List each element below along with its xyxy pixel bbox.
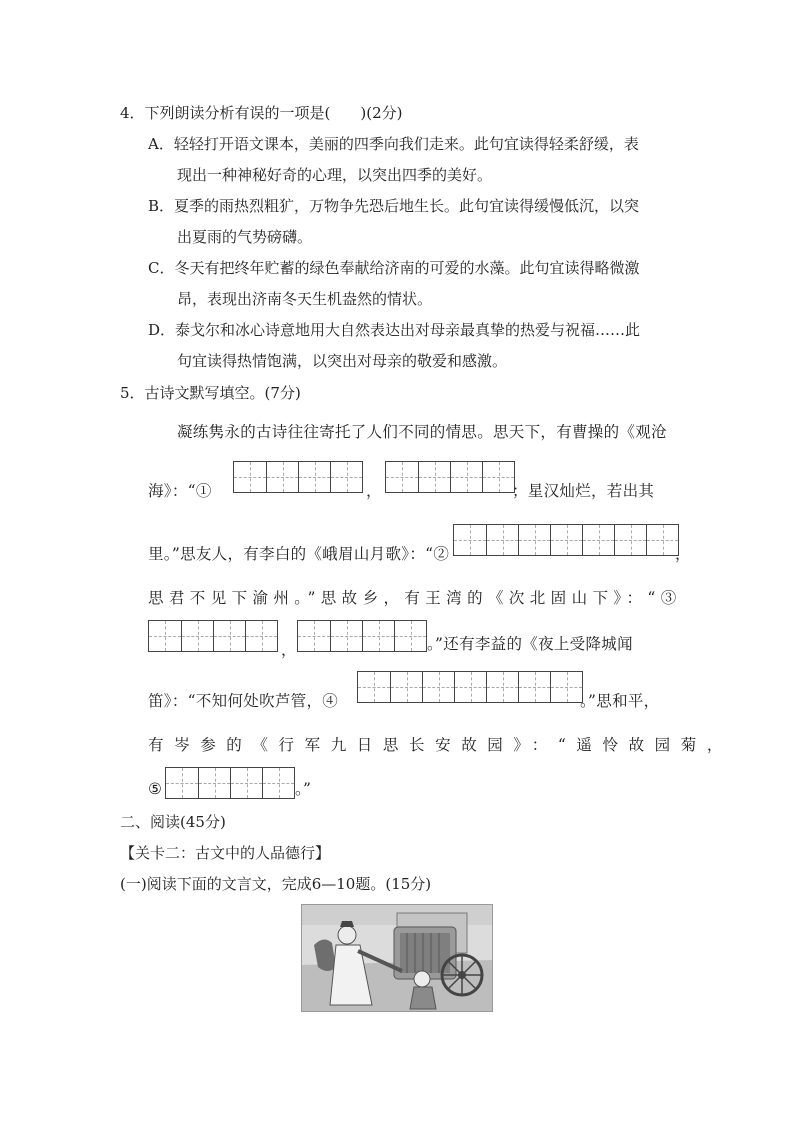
answer-grid-3b[interactable] xyxy=(297,620,427,652)
q4-option-a-line1: A．轻轻打开语文课本，美丽的四季向我们走来。此句宜读得轻柔舒缓，表 xyxy=(148,135,639,153)
q5-line3-prefix: 里。”思友人，有李白的《峨眉山月歌》：“② xyxy=(148,545,450,563)
q5-line8-prefix: ⑤ xyxy=(148,780,163,798)
answer-grid-3a[interactable] xyxy=(148,620,278,652)
q4-option-d-line2: 句宜读得热情饱满，以突出对母亲的敬爱和感激。 xyxy=(177,352,508,370)
section2-level: 【关卡二：古文中的人品德行】 xyxy=(120,844,331,862)
q5-line6-suffix: 。”思和平， xyxy=(580,692,660,710)
q5-stem: 5．古诗文默写填空。(7分) xyxy=(120,384,301,402)
q5-line6-prefix: 笛》：“不知何处吹芦管，④ xyxy=(148,692,339,710)
q4-option-d-line1: D．泰戈尔和冰心诗意地用大自然表达出对母亲最真挚的热爱与祝福……此 xyxy=(148,321,641,339)
q4-option-b-line2: 出夏雨的气势磅礴。 xyxy=(177,228,313,246)
story-illustration xyxy=(301,904,493,1012)
q5-line3-suffix: ， xyxy=(675,545,691,563)
q4-option-b-line1: B．夏季的雨热烈粗犷，万物争先恐后地生长。此句宜读得缓慢低沉，以突 xyxy=(148,197,640,215)
section2-title: 二、阅读(45分) xyxy=(120,813,226,831)
q5-line5-comma: ， xyxy=(281,641,297,659)
q5-line1: 凝练隽永的古诗往往寄托了人们不同的情思。思天下，有曹操的《观沧 xyxy=(177,423,667,441)
answer-grid-4[interactable] xyxy=(357,671,583,703)
q5-line2-suffix: ；星汉灿烂，若出其 xyxy=(512,482,655,500)
q5-line5-suffix: 。”还有李益的《夜上受降城闻 xyxy=(427,635,633,653)
q4-stem: 4．下列朗读分析有误的一项是( )(2分) xyxy=(120,104,403,122)
answer-grid-1b[interactable] xyxy=(385,461,515,493)
q5-line7: 有岑参的《行军九日思长安故园》：“遥怜故园菊， xyxy=(148,736,733,754)
q5-line4: 思君不见下渝州。”思故乡，有王湾的《次北固山下》：“③ xyxy=(148,589,682,607)
answer-grid-5[interactable] xyxy=(165,767,295,799)
q5-line2-comma: ， xyxy=(366,482,382,500)
q5-line2-prefix: 海》：“① xyxy=(148,482,212,500)
answer-grid-2[interactable] xyxy=(453,524,679,556)
q4-option-c-line1: C．冬天有把终年贮蓄的绿色奉献给济南的可爱的水藻。此句宜读得略微激 xyxy=(148,259,640,277)
q4-option-c-line2: 昂，表现出济南冬天生机盎然的情状。 xyxy=(177,290,433,308)
answer-grid-1a[interactable] xyxy=(233,461,363,493)
q4-option-a-line2: 现出一种神秘好奇的心理，以突出四季的美好。 xyxy=(177,166,493,184)
q5-line8-suffix: 。” xyxy=(295,780,312,798)
section2-sub: (一)阅读下面的文言文，完成6—10题。(15分) xyxy=(120,875,432,893)
